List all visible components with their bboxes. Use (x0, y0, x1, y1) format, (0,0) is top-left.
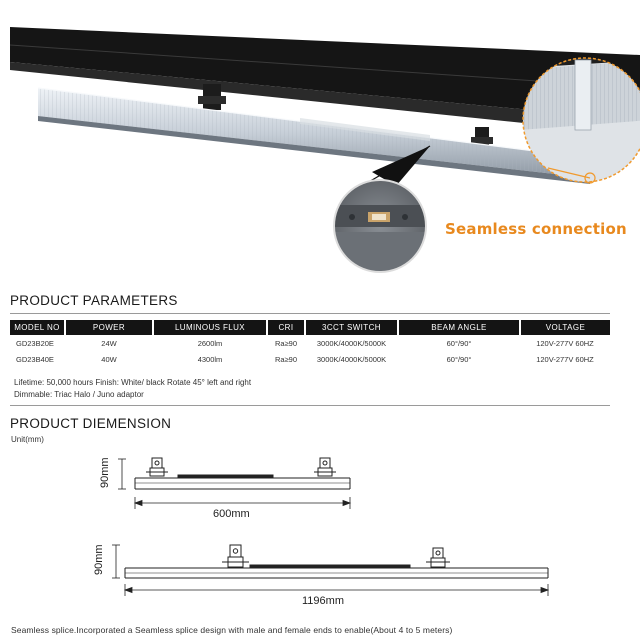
product-parameters-title: PRODUCT PARAMETERS (10, 293, 178, 308)
table-row (10, 335, 610, 351)
cell-flux: 4300lm (197, 354, 223, 364)
cell-model: GD23B40E (16, 354, 54, 364)
parameters-note-lifetime: Lifetime: 50,000 hours Finish: White/ black Rotate 45° left and right (14, 378, 252, 387)
header-luminous-flux: LUMINOUS FLUX (153, 320, 267, 335)
cell-beam: 60°/90° (446, 338, 472, 348)
table-row (10, 351, 610, 367)
product-dimension-title: PRODUCT DIEMENSION (10, 416, 172, 431)
cell-cct: 3000K/4000K/5000K (316, 338, 387, 348)
cell-power: 24W (101, 338, 117, 348)
cell-voltage: 120V-277V 60HZ (536, 338, 594, 348)
parameters-note-dimmable: Dimmable: Triac Halo / Juno adaptor (14, 390, 144, 399)
dimension-unit: Unit(mm) (11, 435, 44, 444)
long-fixture-length-label: 1196mm (302, 595, 344, 607)
parameters-divider (10, 313, 610, 314)
header-cct-switch: 3CCT SWITCH (305, 320, 398, 335)
long-fixture-height-label: 90mm (93, 544, 105, 575)
seamless-joint-zoom (330, 175, 430, 275)
cell-cct: 3000K/4000K/5000K (316, 354, 387, 364)
seamless-connection-caption: Seamless connection (445, 220, 627, 238)
footer-seamless-splice-note: Seamless splice.Incorporated a Seamless splice design with male and female ends to enable(About 4 to 5 meters) (11, 625, 453, 635)
long-fixture-height-dim (112, 545, 120, 578)
parameters-table (10, 320, 610, 367)
short-fixture-height-label: 90mm (99, 457, 111, 488)
short-fixture-height-dim (118, 459, 126, 489)
long-fixture-drawing (125, 545, 548, 578)
parameters-bottom-divider (10, 405, 610, 406)
cell-beam: 60°/90° (446, 354, 472, 364)
header-beam-angle: BEAM ANGLE (398, 320, 520, 335)
cell-cri: Ra≥90 (274, 338, 298, 348)
cell-flux: 2600lm (197, 338, 223, 348)
header-cri: CRI (267, 320, 305, 335)
dimension-drawings (0, 440, 640, 620)
header-power: POWER (65, 320, 153, 335)
header-voltage: VOLTAGE (520, 320, 610, 335)
cell-voltage: 120V-277V 60HZ (536, 354, 594, 364)
parameters-header-row (10, 320, 610, 335)
cell-cri: Ra≥90 (274, 354, 298, 364)
short-fixture-length-label: 600mm (213, 508, 250, 520)
cell-power: 40W (101, 354, 117, 364)
product-hero-image (0, 0, 640, 290)
cell-model: GD23B20E (16, 338, 54, 348)
header-model-no: MODEL NO (10, 320, 65, 335)
short-fixture-drawing (135, 458, 350, 489)
